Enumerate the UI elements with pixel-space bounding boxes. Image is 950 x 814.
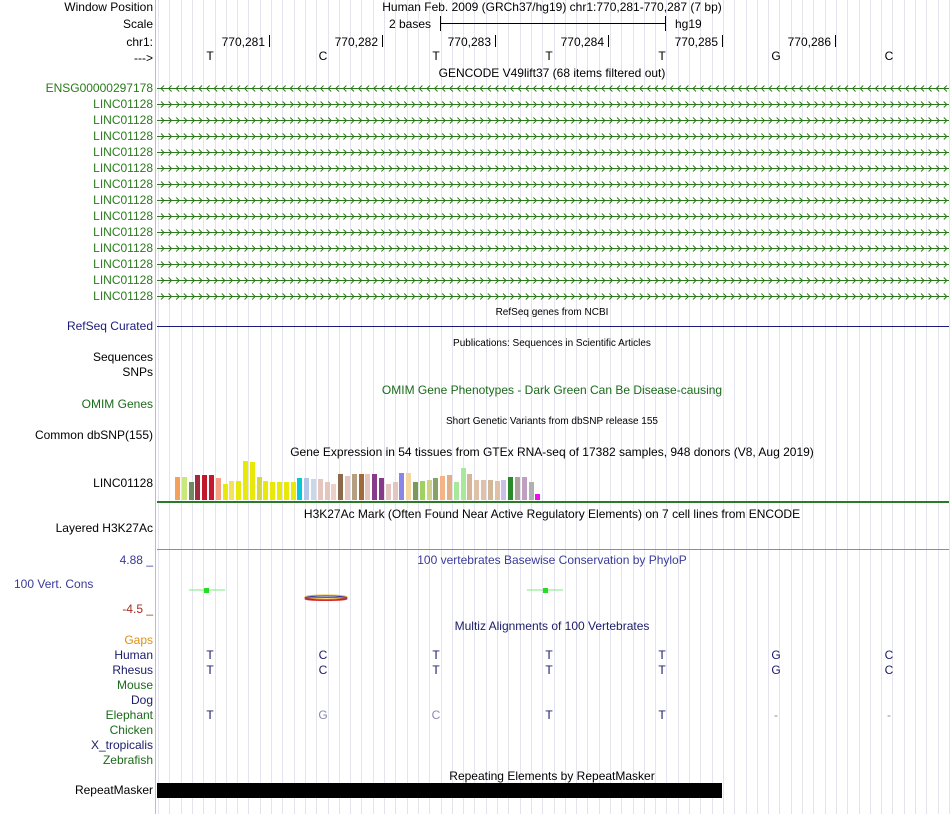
gtex-tissue-bar[interactable]: [318, 479, 323, 500]
repeatmasker-track-title: Repeating Elements by RepeatMasker: [449, 769, 655, 783]
gencode-gene-feature[interactable]: [157, 132, 949, 141]
gtex-tissue-bar[interactable]: [325, 482, 330, 500]
assembly-name: hg19: [675, 17, 702, 31]
repeatmasker-element[interactable]: [157, 783, 722, 798]
ruler-position-label: 770,283: [447, 35, 491, 49]
gtex-tissue-bar[interactable]: [454, 482, 459, 500]
ruler-position-label: 770,285: [674, 35, 718, 49]
gencode-gene-label[interactable]: ENSG00000297178: [45, 81, 153, 95]
phylop-track-label[interactable]: 100 Vert. Cons: [14, 577, 94, 591]
publications-track-title: Publications: Sequences in Scientific Articles: [453, 338, 651, 349]
gtex-tissue-bar[interactable]: [379, 478, 384, 500]
multiz-base: C: [431, 708, 441, 722]
gtex-track-title: Gene Expression in 54 tissues from GTEx RNA-seq of 17382 samples, 948 donors (V8, Aug 2019): [290, 445, 814, 459]
gtex-tissue-bar[interactable]: [495, 481, 500, 500]
gtex-tissue-bar[interactable]: [399, 473, 404, 500]
multiz-base: C: [884, 648, 894, 662]
gtex-tissue-bar[interactable]: [229, 481, 234, 500]
gtex-tissue-bar[interactable]: [372, 474, 377, 500]
gtex-track-label[interactable]: LINC01128: [93, 476, 153, 490]
gencode-gene-feature[interactable]: [157, 196, 949, 205]
gencode-gene-feature[interactable]: [157, 180, 949, 189]
gtex-tissue-bar[interactable]: [243, 461, 248, 500]
gtex-tissue-bar[interactable]: [413, 482, 418, 500]
multiz-species-label[interactable]: Dog: [130, 693, 153, 707]
h3k27ac-track-label[interactable]: Layered H3K27Ac: [55, 521, 153, 535]
snps-track-label[interactable]: SNPs: [122, 365, 153, 379]
multiz-base: -: [774, 708, 778, 722]
repeatmasker-track-label[interactable]: RepeatMasker: [74, 783, 153, 797]
gtex-tissue-bar[interactable]: [311, 479, 316, 500]
gencode-gene-label[interactable]: LINC01128: [93, 209, 153, 223]
gencode-gene-feature[interactable]: [157, 116, 949, 125]
ruler-tick: [269, 35, 270, 47]
scale-bar: [440, 23, 666, 24]
ruler-position-label: 770,284: [560, 35, 604, 49]
phylop-conservation-plot[interactable]: [157, 575, 949, 615]
gtex-tissue-bar[interactable]: [175, 477, 180, 500]
dbsnp-track-title: Short Genetic Variants from dbSNP release 155: [446, 416, 658, 427]
multiz-base: C: [318, 648, 328, 662]
scale-bar-right-tick: [665, 16, 666, 31]
multiz-base: T: [545, 708, 553, 722]
base-letter: G: [771, 49, 781, 63]
gtex-tissue-bar[interactable]: [236, 481, 241, 500]
gencode-gene-label[interactable]: LINC01128: [93, 257, 153, 271]
multiz-species-label[interactable]: Mouse: [116, 678, 153, 692]
multiz-base: T: [658, 708, 666, 722]
gtex-tissue-bar[interactable]: [277, 482, 282, 500]
multiz-species-label[interactable]: Elephant: [105, 708, 153, 722]
gtex-tissue-bar[interactable]: [420, 481, 425, 500]
gtex-tissue-bar[interactable]: [427, 480, 432, 500]
multiz-base: T: [432, 663, 440, 677]
gtex-tissue-bar[interactable]: [250, 462, 255, 500]
ruler-tick: [382, 35, 383, 47]
omim-track-title: OMIM Gene Phenotypes - Dark Green Can Be Disease-causing: [381, 383, 723, 397]
multiz-base: T: [206, 708, 214, 722]
gencode-gene-feature[interactable]: [157, 244, 949, 253]
ruler-position-label: 770,286: [787, 35, 831, 49]
gtex-tissue-bar[interactable]: [195, 475, 200, 500]
phylop-max-label: 4.88 _: [119, 553, 153, 567]
gtex-tissue-bar[interactable]: [433, 478, 438, 500]
gtex-tissue-bar[interactable]: [291, 482, 296, 500]
gtex-tissue-bar[interactable]: [331, 484, 336, 500]
gtex-tissue-bar[interactable]: [216, 478, 221, 500]
gtex-tissue-bar[interactable]: [481, 480, 486, 500]
gtex-tissue-bar[interactable]: [338, 474, 343, 500]
gtex-tissue-bar[interactable]: [352, 474, 357, 500]
gtex-tissue-bar[interactable]: [515, 477, 520, 500]
gtex-tissue-bar[interactable]: [209, 475, 214, 500]
multiz-base: T: [206, 648, 214, 662]
ruler-tick: [722, 35, 723, 47]
gtex-tissue-bar[interactable]: [189, 482, 194, 500]
gencode-gene-feature[interactable]: [157, 148, 949, 157]
refseq-track-label[interactable]: RefSeq Curated: [66, 319, 153, 333]
multiz-track-title: Multiz Alignments of 100 Vertebrates: [454, 619, 650, 633]
scale-bar-left-tick: [440, 16, 441, 31]
multiz-species-label[interactable]: Human: [114, 648, 153, 662]
gencode-gene-label[interactable]: LINC01128: [93, 129, 153, 143]
gtex-tissue-bar[interactable]: [223, 484, 228, 500]
multiz-base: T: [432, 648, 440, 662]
multiz-base: G: [318, 708, 328, 722]
sequences-track-label[interactable]: Sequences: [92, 350, 153, 364]
window-position-label: Window Position: [64, 0, 153, 14]
gencode-gene-label[interactable]: LINC01128: [93, 161, 153, 175]
gencode-gene-feature[interactable]: [157, 164, 949, 173]
multiz-base: T: [658, 648, 666, 662]
gtex-tissue-bar[interactable]: [406, 473, 411, 500]
gencode-gene-feature[interactable]: [157, 212, 949, 221]
gencode-track-title: GENCODE V49lift37 (68 items filtered out): [438, 66, 666, 80]
gtex-tissue-bar[interactable]: [304, 478, 309, 500]
multiz-base: T: [545, 648, 553, 662]
ruler-position-label: 770,281: [221, 35, 265, 49]
ruler-position-label: 770,282: [334, 35, 378, 49]
multiz-base: T: [658, 663, 666, 677]
gencode-gene-feature[interactable]: [157, 292, 949, 301]
strand-label[interactable]: --->: [134, 51, 153, 65]
gtex-tissue-bar[interactable]: [461, 468, 466, 500]
gtex-tissue-bar[interactable]: [529, 482, 534, 500]
gencode-gene-feature[interactable]: [157, 100, 949, 109]
multiz-base: T: [206, 663, 214, 677]
position-title: Human Feb. 2009 (GRCh37/hg19) chr1:770,281-770,287 (7 bp): [382, 0, 722, 14]
gtex-tissue-bar[interactable]: [202, 475, 207, 500]
gtex-tissue-bar[interactable]: [467, 474, 472, 500]
gtex-baseline: [157, 501, 949, 503]
gencode-gene-label[interactable]: LINC01128: [93, 289, 153, 303]
gtex-bar-chart[interactable]: [175, 460, 545, 500]
gtex-tissue-bar[interactable]: [257, 477, 262, 500]
gtex-tissue-bar[interactable]: [284, 482, 289, 500]
multiz-base: -: [887, 708, 891, 722]
label-separator: [155, 0, 156, 814]
multiz-base: T: [545, 663, 553, 677]
gencode-gene-label[interactable]: LINC01128: [93, 113, 153, 127]
gtex-tissue-bar[interactable]: [386, 484, 391, 500]
gtex-tissue-bar[interactable]: [263, 481, 268, 500]
gtex-tissue-bar[interactable]: [474, 480, 479, 500]
gencode-gene-label[interactable]: LINC01128: [93, 241, 153, 255]
gtex-tissue-bar[interactable]: [440, 476, 445, 500]
multiz-base: G: [771, 648, 781, 662]
multiz-base: G: [771, 663, 781, 677]
gencode-gene-label[interactable]: LINC01128: [93, 97, 153, 111]
omim-track-label[interactable]: OMIM Genes: [81, 397, 153, 411]
multiz-species-label[interactable]: Rhesus: [112, 663, 153, 677]
multiz-species-label[interactable]: Zebrafish: [102, 753, 153, 767]
scale-text: 2 bases: [389, 17, 432, 31]
gtex-tissue-bar[interactable]: [522, 477, 527, 500]
gtex-tissue-bar[interactable]: [359, 474, 364, 500]
ruler-tick: [495, 35, 496, 47]
gencode-gene-feature[interactable]: [157, 228, 949, 237]
base-letter: C: [318, 49, 328, 63]
gtex-tissue-bar[interactable]: [297, 478, 302, 500]
base-letter: C: [884, 49, 894, 63]
h3k27ac-track-title: H3K27Ac Mark (Often Found Near Active Regulatory Elements) on 7 cell lines from ENCODE: [303, 507, 801, 521]
multiz-base: C: [884, 663, 894, 677]
gtex-tissue-bar[interactable]: [393, 482, 398, 500]
refseq-gene-line[interactable]: [157, 326, 949, 327]
gencode-gene-label[interactable]: LINC01128: [93, 193, 153, 207]
gencode-gene-label[interactable]: LINC01128: [93, 145, 153, 159]
h3k27ac-baseline: [157, 549, 949, 550]
scale-label: Scale: [122, 17, 153, 31]
gtex-tissue-bar[interactable]: [508, 477, 513, 500]
gencode-gene-feature[interactable]: [157, 84, 949, 93]
gtex-tissue-bar[interactable]: [488, 480, 493, 500]
gtex-tissue-bar[interactable]: [345, 476, 350, 500]
gtex-tissue-bar[interactable]: [501, 480, 506, 500]
gencode-gene-feature[interactable]: [157, 276, 949, 285]
gencode-gene-label[interactable]: LINC01128: [93, 273, 153, 287]
gtex-tissue-bar[interactable]: [535, 494, 540, 500]
gencode-gene-feature[interactable]: [157, 260, 949, 269]
phylop-min-label: -4.5 _: [122, 602, 153, 616]
gencode-gene-label[interactable]: LINC01128: [93, 225, 153, 239]
multiz-base: C: [318, 663, 328, 677]
gtex-tissue-bar[interactable]: [447, 475, 452, 500]
base-letter: T: [545, 49, 553, 63]
dbsnp-track-label[interactable]: Common dbSNP(155): [34, 428, 153, 442]
phylop-track-title: 100 vertebrates Basewise Conservation by PhyloP: [417, 553, 687, 567]
base-letter: T: [432, 49, 440, 63]
multiz-species-label[interactable]: Chicken: [109, 723, 153, 737]
gtex-tissue-bar[interactable]: [270, 482, 275, 500]
base-letter: T: [206, 49, 214, 63]
gtex-tissue-bar[interactable]: [182, 477, 187, 500]
gencode-gene-label[interactable]: LINC01128: [93, 177, 153, 191]
multiz-species-label[interactable]: X_tropicalis: [90, 738, 153, 752]
base-letter: T: [658, 49, 666, 63]
refseq-track-title: RefSeq genes from NCBI: [495, 307, 609, 318]
ruler-tick: [835, 35, 836, 47]
gaps-label: Gaps: [124, 633, 153, 647]
ruler-tick: [608, 35, 609, 47]
chr-label: chr1:: [126, 35, 153, 49]
gtex-tissue-bar[interactable]: [365, 474, 370, 500]
